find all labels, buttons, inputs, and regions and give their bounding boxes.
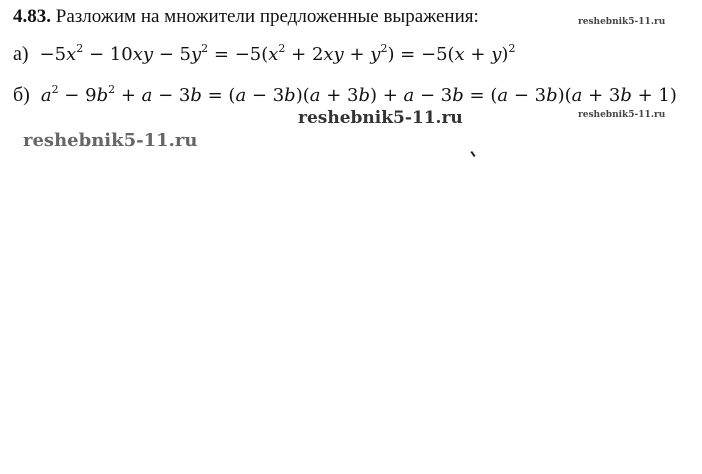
part-b-term: ) +: [369, 85, 404, 106]
part-a-variable: x: [454, 44, 465, 65]
part-a-variable: y: [491, 44, 502, 65]
part-b-exponent: 2: [108, 83, 116, 96]
part-b-variable: a: [141, 85, 153, 106]
part-a-variable: x: [66, 44, 77, 65]
watermark-right: reshebnik5-11.ru: [578, 110, 666, 120]
part-b-term: )(: [557, 85, 572, 106]
part-b-term: − 3: [246, 85, 285, 106]
part-a-term: − 5: [153, 44, 191, 65]
part-a-expression: [40, 44, 516, 65]
exercise-instruction: Разложим на множители предложенные выражения:: [55, 6, 479, 27]
part-a-variable: x: [268, 44, 279, 65]
part-b-term: + 1): [631, 85, 677, 106]
exercise-number: 4.83.: [13, 6, 51, 27]
part-b-variable: b: [96, 85, 109, 106]
part-a-exponent: 2: [508, 42, 516, 55]
part-b-term: − 3: [508, 85, 547, 106]
part-a-exponent: 2: [380, 42, 388, 55]
part-a-label: а): [13, 43, 29, 65]
part-a-term: ): [501, 44, 509, 65]
part-b-expression: [41, 85, 677, 106]
part-a-variable: xy: [323, 44, 344, 65]
part-b-term: )(: [295, 85, 310, 106]
part-a-term: +: [343, 44, 371, 65]
part-b-variable: a: [40, 85, 52, 106]
part-a-term: − 10: [83, 44, 133, 65]
part-b-line: [13, 84, 677, 107]
part-b-variable: a: [571, 85, 583, 106]
part-a-variable: y: [370, 44, 381, 65]
stray-mark: [470, 151, 475, 157]
part-b-term: − 9: [58, 85, 97, 106]
part-b-variable: b: [190, 85, 202, 106]
exercise-heading: [13, 6, 479, 28]
part-a-variable: y: [191, 44, 202, 65]
part-b-term: +: [115, 85, 142, 106]
part-b-term: = (: [463, 85, 498, 106]
part-a-line: [13, 43, 515, 66]
part-a-variable: xy: [132, 44, 154, 65]
part-b-variable: b: [620, 85, 632, 106]
part-a-term: +: [464, 44, 492, 65]
part-b-term: − 3: [414, 85, 453, 106]
watermark-center: reshebnik5-11.ru: [298, 108, 463, 128]
part-b-term: + 3: [320, 85, 359, 106]
part-a-exponent: 2: [278, 42, 286, 55]
part-b-variable: a: [309, 85, 321, 106]
watermark-top-right: reshebnik5-11.ru: [578, 17, 666, 27]
part-b-variable: a: [235, 85, 247, 106]
part-a-term: −5: [39, 44, 67, 65]
part-b-variable: a: [497, 85, 509, 106]
part-b-term: = (: [201, 85, 236, 106]
part-b-term: + 3: [582, 85, 621, 106]
part-b-variable: b: [546, 85, 558, 106]
part-a-term: = −5(: [208, 44, 269, 65]
part-a-term: ) = −5(: [387, 44, 455, 65]
part-b-exponent: 2: [51, 83, 59, 96]
part-b-variable: b: [284, 85, 296, 106]
part-b-variable: b: [452, 85, 464, 106]
part-a-term: + 2: [285, 44, 324, 65]
part-b-variable: a: [403, 85, 415, 106]
watermark-left: reshebnik5-11.ru: [23, 130, 198, 151]
part-a-exponent: 2: [76, 42, 84, 55]
part-b-variable: b: [358, 85, 370, 106]
part-b-label: б): [13, 84, 30, 106]
part-a-exponent: 2: [201, 42, 209, 55]
part-b-term: − 3: [152, 85, 191, 106]
